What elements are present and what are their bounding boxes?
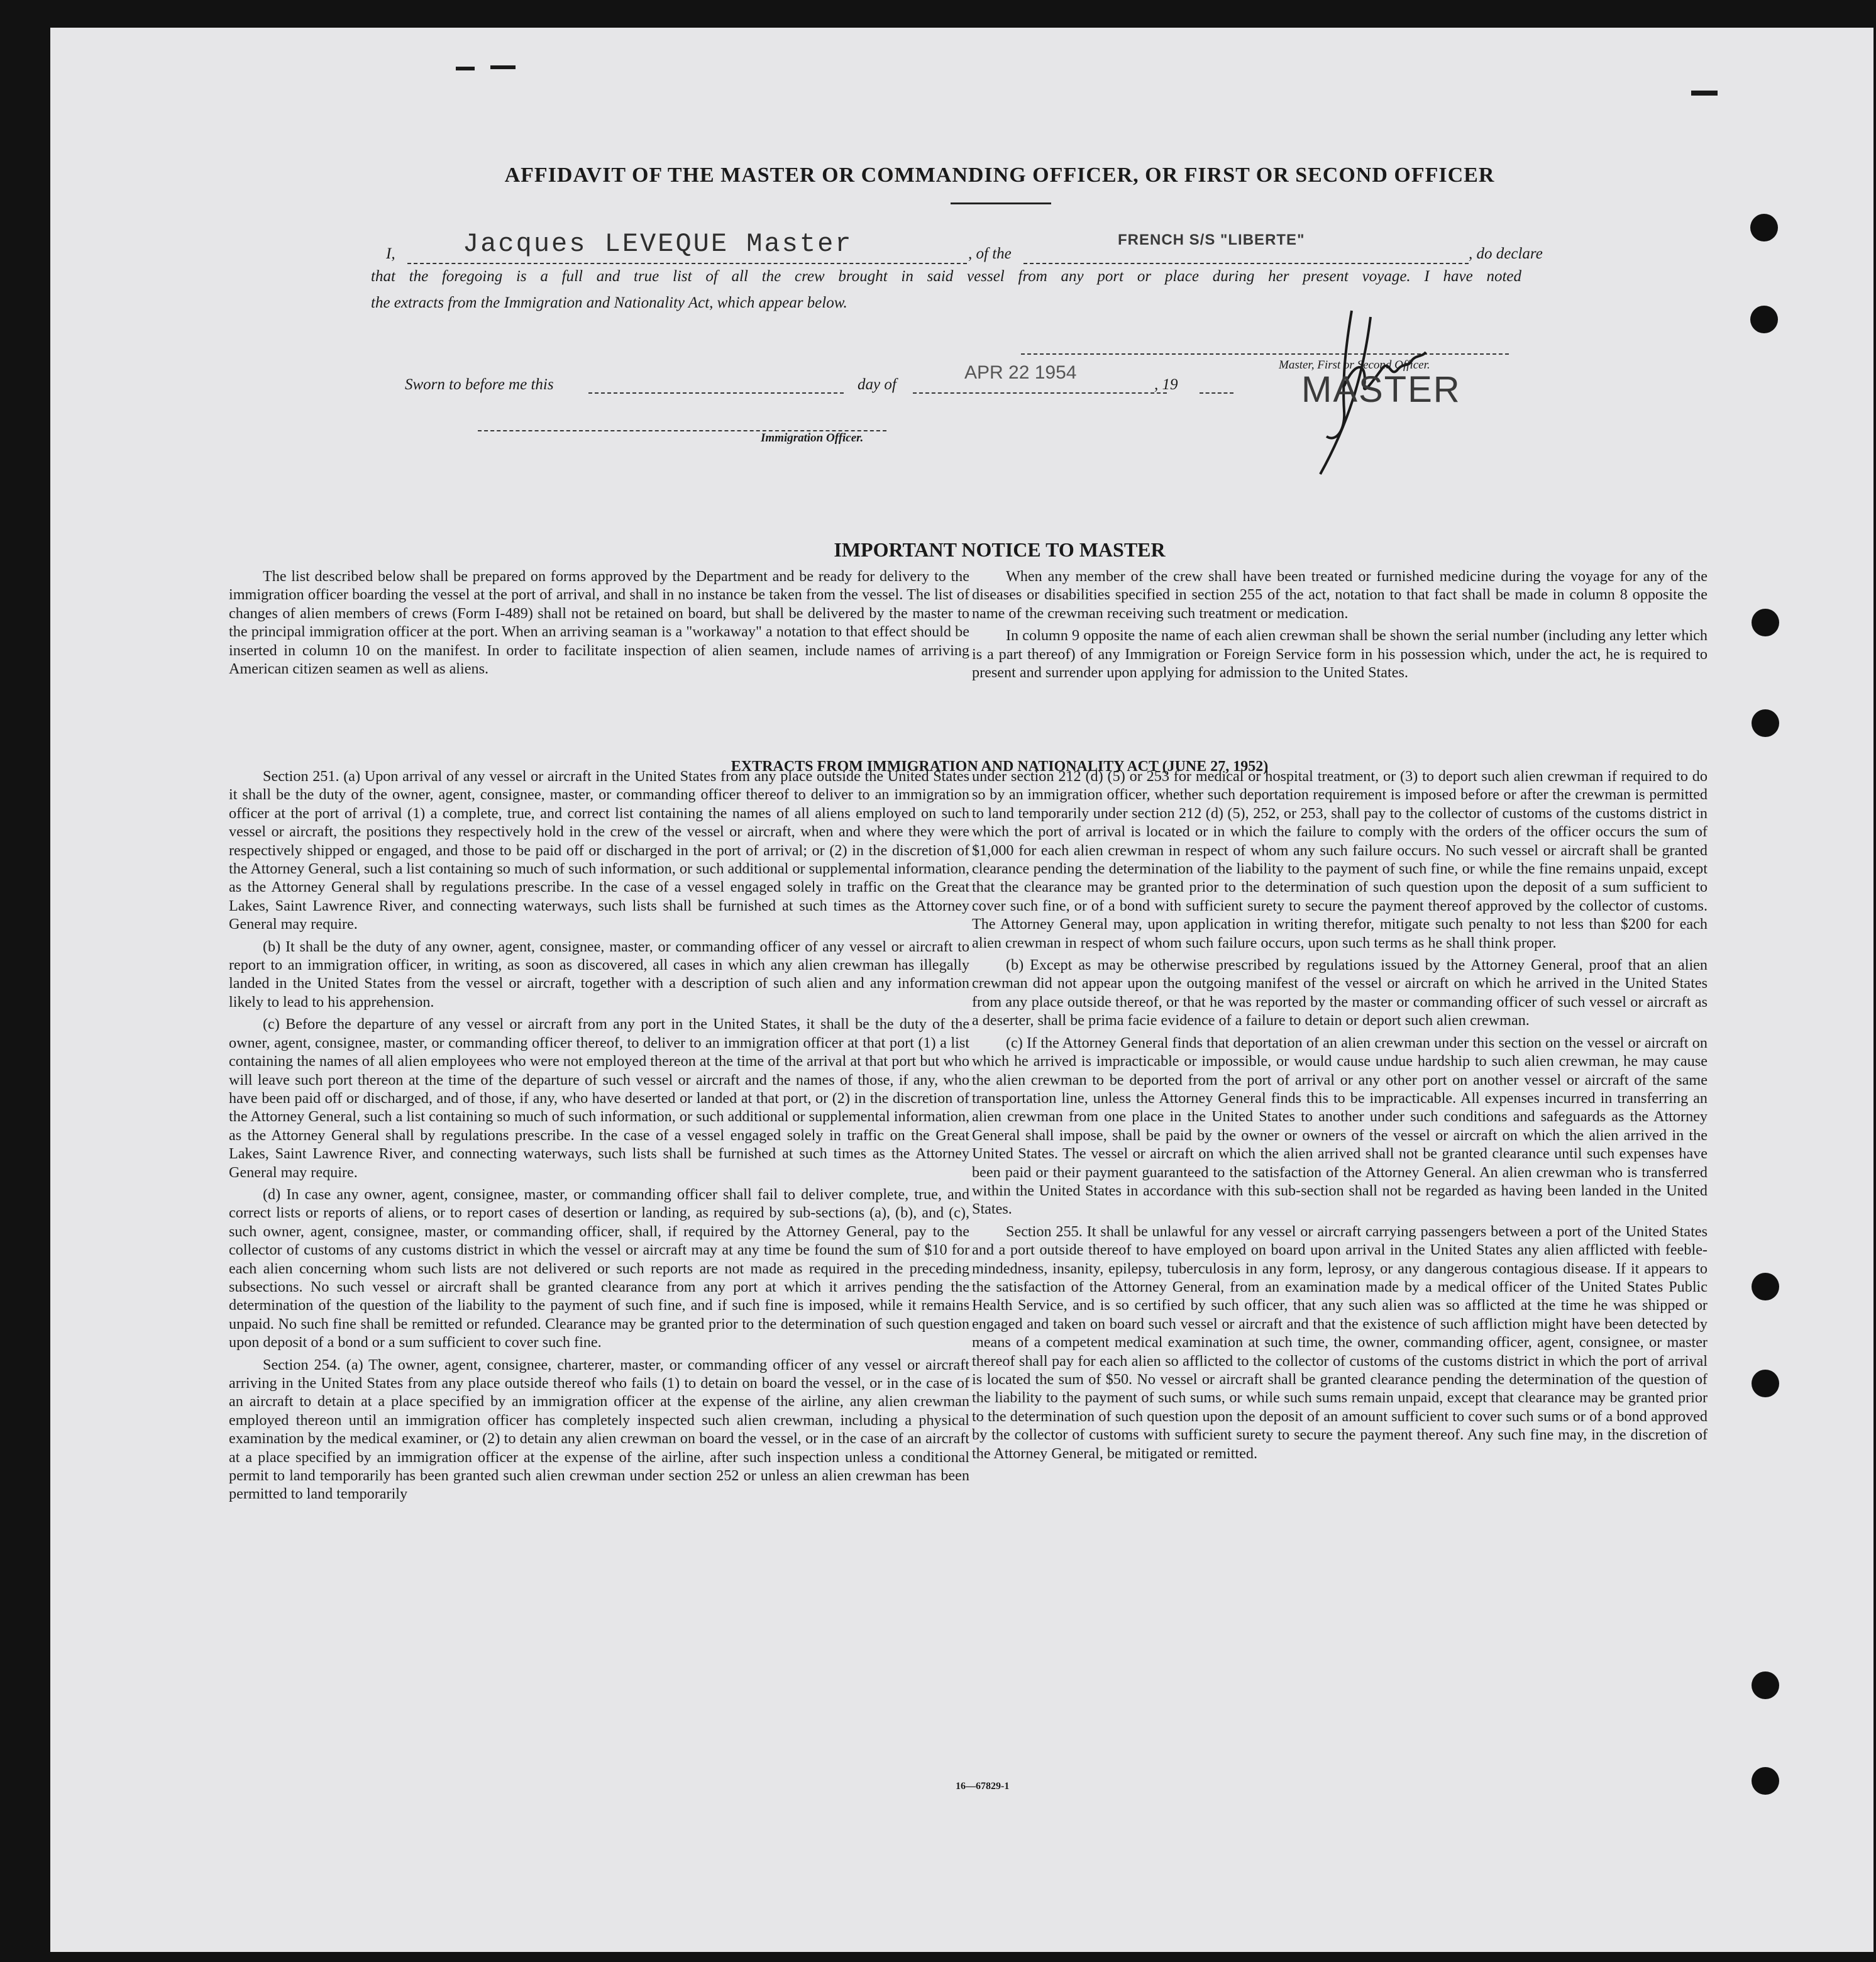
section-paragraph: (c) Before the departure of any vessel or aircraft from any port in the United States, it shall be the duty of the owner, agent, consignee, master, or commanding officer thereof, to deliver to an immigration officer at that port (1) a list containing the names of all alien employees who were not employed thereon at the time of the arrival at that port but who will leave such port thereon at the time of the departure of such vessel or aircraft and the names of those, if any, who have been paid off or discharged, and of those, if any, who have deserted or landed at that port, or (2) in the discretion of the Attorney General, such a list containing so much of such information, or such additional or supplemental information, as the Attorney General shall by regulations prescribe. In the case of a vessel engaged solely in traffic on the Great Lakes, Saint Lawrence River, and connecting waterways, such lists shall be furnished at such times as the Attorney General may require. [229, 1016, 969, 1181]
punch-hole [1752, 1273, 1779, 1300]
section-paragraph: Section 251. (a) Upon arrival of any vessel or aircraft in the United States from any place outside the United States it shall be the duty of the owner, agent, consignee, master, or commanding officer thereof to deliver to an immigration officer at the port of arrival (1) a complete, true, and correct list containing the names of all aliens employed on such vessel or aircraft, the positions they respectively hold in the crew of the vessel or aircraft, when and where they were respectively shipped or engaged, and those to be paid off or discharged in the port of arrival; or (2) in the discretion of the Attorney General, such a list containing so much of such information, or such additional or supplemental information, as the Attorney General shall by regulations prescribe. In the case of a vessel engaged solely in traffic on the Great Lakes, Saint Lawrence River, and connecting waterways, such lists shall be furnished at such times as the Attorney General may require. [229, 768, 969, 933]
day-of-label: day of [858, 376, 897, 393]
section-paragraph: (b) It shall be the duty of any owner, agent, consignee, master, or commanding officer of any vessel or aircraft to report to an immigration officer, in writing, as soon as discovered, all cases in which any alien crewman has illegally landed in the United States from the vessel or aircraft, together with a description of such alien and any information likely to lead to his apprehension. [229, 938, 969, 1011]
notice-right-column [972, 567, 1708, 685]
vessel-line [1024, 263, 1469, 264]
punch-hole [1750, 214, 1778, 241]
form-code: 16—67829-1 [956, 1781, 1010, 1792]
document-page [50, 28, 1873, 1952]
punch-hole [1752, 1370, 1779, 1397]
do-declare-label: , do declare [1469, 245, 1543, 262]
section-paragraph: Section 255. It shall be unlawful for any vessel or aircraft carrying passengers between a port of the United States and a port outside thereof to have employed on board upon arrival in the United States any alien afflicted with feeble-mindedness, insanity, epilepsy, tuberculosis in any form, leprosy, or any dangerous contagious disease. If it appears to the satisfaction of the Attorney General, from an examination made by a medical officer of the United States Public Health Service, and is so certified by such officer, that any such alien was so afflicted at the time he was shipped or engaged and taken on board such vessel or aircraft and that the existence of such affliction might have been detected by means of a competent medical examination at such time, the owner, commanding officer, agent, consignee, or master thereof shall pay for each alien so afflicted to the collector of customs of the customs district in which the port of arrival is located the sum of $50. No vessel or aircraft shall be granted clearance pending the determination of the question of the liability to the payment of such sums, or while such sums remain unpaid, except that clearance may be granted prior to the determination of such question upon the deposit of an amount sufficient to cover such sums or of a bond approved by the collector of customs with sufficient surety to secure the payment thereof. Any such fine may, in the discretion of the Attorney General, be mitigated or remitted. [972, 1222, 1708, 1462]
section-paragraph: Section 254. (a) The owner, agent, consignee, charterer, master, or commanding officer of any vessel or aircraft arriving in the United States from any place outside thereof who fails (1) to detain on board the vessel, or in the case of an aircraft to detain at a place specified by an immigration officer at the expense of the airline, any alien crewman employed thereon until an immigration officer has completely inspected such alien crewman, including a physical examination by the medical examiner, or (2) to detain any alien crewman on board the vessel, or in the case of an aircraft at a place specified by an immigration officer at the expense of the airline, after such inspection unless a conditional permit to land temporarily has been granted such alien crewman under section 252 or unless an alien crewman has been permitted to land temporarily [229, 1356, 969, 1503]
declaration-line-2: that the foregoing is a full and true list of all the crew brought in said vessel from any port or place during her present voyage. I have noted [371, 268, 1521, 285]
sworn-prefix: Sworn to before me this [405, 376, 554, 393]
extracts-left-column [229, 767, 969, 1507]
scan-mark [1691, 91, 1718, 96]
extracts-right-column [972, 767, 1708, 1466]
declaration-prefix: I, [386, 245, 395, 262]
notice-left-column [229, 567, 969, 682]
punch-hole [1752, 1767, 1779, 1795]
notice-title: IMPORTANT NOTICE TO MASTER [834, 538, 1166, 561]
of-the-label: , of the [968, 245, 1012, 262]
section-paragraph: under section 212 (d) (5) or 253 for medical or hospital treatment, or (3) to deport such alien crewman if required to do so by an immigration officer, whether such deportation requirement is imposed before or after the crewman is permitted to land temporarily under section 212 (d) (5), 252, or 253, shall pay to the collector of customs of the customs district in which the port of arrival is located or in which the failure to comply with the orders of the officer occurs the sum of $1,000 for each alien crewman in respect of whom any such failure occurs. No such vessel or aircraft shall be granted clearance pending the determination of the liability to the payment of such fine, or while the fine remains unpaid, except that the clearance may be granted prior to the determination of such question upon the deposit of a sum sufficient to cover such fine, or of a bond with sufficient surety to secure the payment thereof approved by the collector of customs. The Attorney General may, upon application in writing therefor, mitigate such penalty to not less than $200 for each alien crewman in respect of whom such failure occurs, upon such terms as he shall think proper. [972, 768, 1708, 951]
name-line [407, 263, 967, 264]
master-name: Jacques LEVEQUE Master [463, 229, 853, 259]
declaration-line-3: the extracts from the Immigration and Nationality Act, which appear below. [371, 294, 847, 311]
scan-mark [490, 65, 516, 69]
date-stamp: APR 22 1954 [964, 362, 1077, 383]
punch-hole [1752, 609, 1779, 636]
officer-signature-label: Master, First or Second Officer. [1279, 358, 1430, 372]
title-divider [951, 202, 1051, 204]
punch-hole [1750, 306, 1778, 333]
notice-paragraph: When any member of the crew shall have been treated or furnished medicine during the voyage for any of the diseases or disabilities specified in section 255 of the act, notation to that fact shall be made in column 8 opposite the name of the crewman receiving such treatment or medication. [972, 568, 1708, 622]
sworn-month-line [913, 392, 1167, 394]
sworn-day-line [588, 392, 844, 394]
immigration-officer-label: Immigration Officer. [761, 431, 864, 445]
punch-hole [1752, 709, 1779, 737]
affidavit-title: AFFIDAVIT OF THE MASTER OR COMMANDING OFFICER, OR FIRST OR SECOND OFFICER [504, 164, 1495, 187]
vessel-name: FRENCH S/S "LIBERTE" [1118, 231, 1305, 248]
notice-paragraph: In column 9 opposite the name of each alien crewman shall be shown the serial number (including any letter which is a part thereof) of any Immigration or Foreign Service form in his possession which, under the act, he is required to present and surrender upon applying for admission to the United States. [972, 627, 1708, 682]
section-paragraph: (d) In case any owner, agent, consignee, master, or commanding officer shall fail to deliver complete, true, and correct lists or reports of aliens, or to report cases of desertion or landing, as required by sub-sections (a), (b), and (c), such owner, agent, consignee, master, or commanding officer, shall, if required by the Attorney General, pay to the collector of customs of any customs district in which the vessel or aircraft may at any time be found the sum of $10 for each alien concerning whom such lists are not delivered or such reports are not made as required in the preceding subsections. No such vessel or aircraft shall be granted clearance from any port at which it arrives pending the determination of the question of the liability to the payment of such fine, and if such fine is imposed, while it remains unpaid. No such fine shall be remitted or refunded. Clearance may be granted prior to the determination of such question upon deposit of a bond or a sum sufficient to cover such fine. [229, 1185, 969, 1351]
master-stamp: MASTER [1301, 369, 1461, 410]
year-line [1200, 392, 1233, 394]
section-paragraph: (b) Except as may be otherwise prescribed by regulations issued by the Attorney General, proof that an alien crewman did not appear upon the outgoing manifest of the vessel or aircraft on which he arrived in the United States from any place outside thereof, or that he was reported by the master or commanding officer of such vessel or aircraft as a deserter, shall be prima facie evidence of a failure to detain or deport such alien crewman. [972, 956, 1708, 1029]
scan-mark [456, 67, 475, 70]
notice-paragraph: The list described below shall be prepared on forms approved by the Department and be ready for delivery to the immigration officer boarding the vessel at the port of arrival, and shall in no instance be taken from the vessel. The list of changes of alien members of crews (Form I-489) shall not be retained on board, but shall be delivered by the master to the principal immigration officer at the port. When an arriving seaman is a "workaway" a notation to that effect should be inserted in column 10 on the manifest. In order to facilitate inspection of alien seamen, include names of arriving American citizen seamen as well as aliens. [229, 568, 969, 678]
punch-hole [1752, 1671, 1779, 1699]
year-prefix: , 19 [1154, 376, 1178, 393]
section-paragraph: (c) If the Attorney General finds that deportation of an alien crewman under this section on the vessel or aircraft on which he arrived is impracticable or impossible, or would cause undue hardship to such alien crewman, he may cause the alien crewman to be deported from the port of arrival or any other port on another vessel or aircraft of the same transportation line, unless the Attorney General finds this to be impracticable. All expenses incurred in transferring an alien crewman from one place in the United States to another under such conditions and safeguards as the Attorney General shall impose, shall be paid by the owner or owners of the vessel or aircraft on which the alien arrived in the United States. The vessel or aircraft on which the alien arrived shall not be granted clearance until such expenses have been paid or their payment guaranteed to the satisfaction of the Attorney General. An alien crewman who is transferred within the United States in accordance with this sub-section shall not be regarded as having been landed in the United States. [972, 1034, 1708, 1218]
extracts-title: EXTRACTS FROM IMMIGRATION AND NATIONALITY ACT (JUNE 27, 1952) [731, 758, 1269, 775]
